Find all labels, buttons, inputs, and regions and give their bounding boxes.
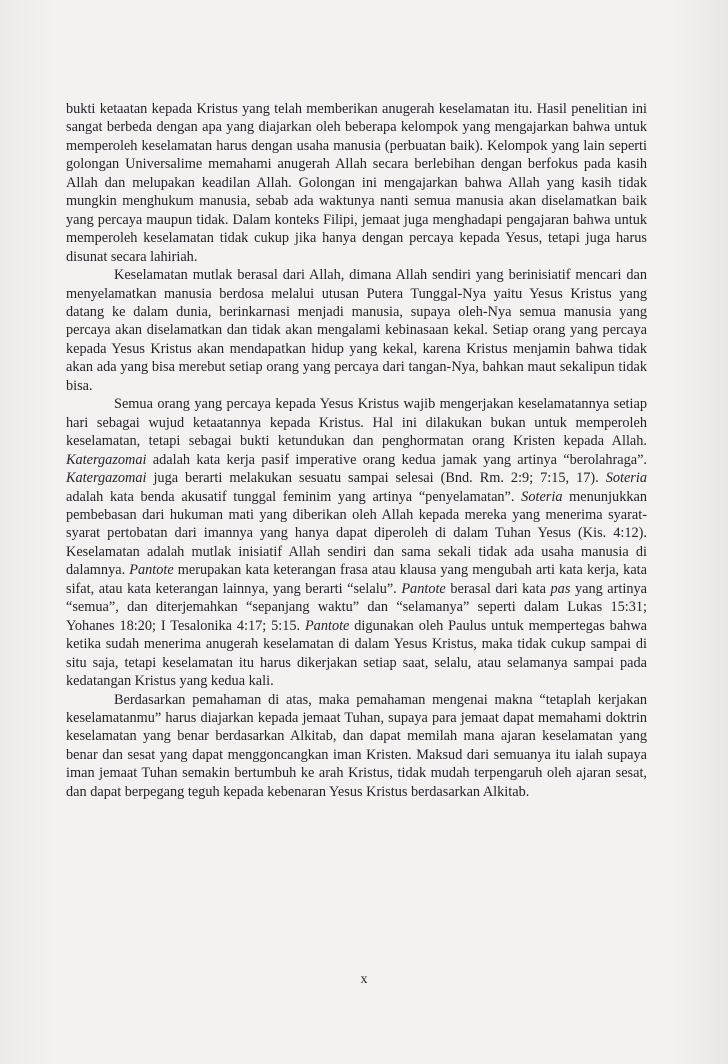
greek-term: Katergazomai: [66, 470, 147, 487]
paragraph-4: [66, 691, 647, 802]
greek-term: Soteria: [605, 470, 647, 487]
paragraph-text: Keselamatan mutlak berasal dari Allah, dimana Allah sendiri yang berinisiatif mencari dan menyelamatkan manusia berdosa melalui utusan Putera Tunggal-Nya yaitu Yesus Kristus yang datang ke dalam dunia, berinkarnasi menjadi manusia, supaya oleh-Nya semua manusia yang percaya akan diselamatkan dan tidak akan mengalami kebinasaan kekal. Setiap orang yang percaya kepada Yesus Kristus akan mendapatkan hidup yang kekal, karena Kristus menjamin bahwa tidak akan ada yang bisa merebut setiap orang yang percaya dari tangan-Nya, bahkan maut sekalipun tidak bisa.: [66, 267, 647, 394]
paragraph-2: [66, 266, 647, 395]
paragraph-text: merupakan kata keterangan frasa atau klausa yang mengubah arti kata kerja, kata sifat, atau kata keterangan lainnya, yang berarti “selalu”.: [66, 562, 647, 597]
paragraph-text: digunakan oleh Paulus untuk mempertegas bahwa ketika sudah menerima anugerah keselamatan di dalam Yesus Kristus, maka tidak cukup sampai di situ saja, tetapi keselamatan itu harus dikerjakan setiap saat, selalu, atau selamanya sampai pada kedatangan Kristus yang kedua kali.: [66, 617, 647, 690]
greek-term: pas: [550, 580, 571, 597]
paragraph-text: yang artinya “semua”, dan diterjemahkan “sepanjang waktu” dan “selamanya” seperti dalam Lukas 15:31; Yohanes 18:20; I Tesalonika 4:17; 5:15.: [66, 580, 647, 634]
paragraph-1: [66, 100, 647, 266]
paragraph-text: Semua orang yang percaya kepada Yesus Kristus wajib mengerjakan keselamatannya setiap hari sebagai wujud ketaatannya kepada Kristus. Hal ini dilakukan bukan untuk memperoleh keselamatan, tetapi sebagai bukti ketundukan dan penghormatan orang Kristen kepada Allah.: [66, 396, 647, 450]
paragraph-text: adalah kata kerja pasif imperative orang kedua jamak yang artinya “berolahraga”.: [146, 451, 647, 468]
page-number: x: [360, 972, 368, 987]
greek-term: Pantote: [129, 562, 174, 579]
paragraph-text: berasal dari kata: [445, 580, 551, 597]
body-text: [66, 100, 647, 801]
paragraph-3: [66, 395, 647, 690]
greek-term: Pantote: [401, 580, 446, 597]
paragraph-text: adalah kata benda akusatif tunggal feminim yang artinya “penyelamatan”.: [66, 488, 522, 505]
greek-term: Soteria: [521, 488, 563, 505]
paragraph-text: Berdasarkan pemahaman di atas, maka pemahaman mengenai makna “tetaplah kerjakan keselamatanmu” harus diajarkan kepada jemaat Tuhan, supaya para jemaat dapat memahami doktrin keselamatan yang benar berdasarkan Alkitab, dan dapat memilah mana ajaran keselamatan yang benar dan sesat yang dapat menggoncangkan iman Kristen. Maksud dari semuanya itu ialah supaya iman jemaat Tuhan semakin bertumbuh ke arah Kristus, tidak mudah terpengaruh oleh ajaran sesat, dan dapat berpegang teguh kepada kebenaran Yesus Kristus berdasarkan Alkitab.: [66, 691, 647, 800]
paragraph-text: juga berarti melakukan sesuatu sampai selesai (Bnd. Rm. 2:9; 7:15, 17).: [146, 470, 606, 487]
paragraph-text: bukti ketaatan kepada Kristus yang telah memberikan anugerah keselamatan itu. Hasil penelitian ini sangat berbeda dengan apa yang diajarkan oleh beberapa kelompok yang mengajarkan bahwa untuk memperoleh keselamatan harus dengan usaha manusia (perbuatan baik). Kelompok yang lain seperti golongan Universalime memahami anugerah Allah secara berlebihan dengan berfokus pada kasih Allah dan melupakan keadilan Allah. Golongan ini mengajarkan bahwa Allah yang kasih tidak mungkin menghukum manusia, sebab ada waktunya nanti semua manusia akan diselamatkan baik yang percaya maupun tidak. Dalam konteks Filipi, jemaat juga menghadapi pengajaran bahwa untuk memperoleh keselamatan tidak cukup jika hanya dengan percaya kepada Yesus, tetapi juga harus disunat secara lahiriah.: [66, 101, 647, 265]
greek-term: Katergazomai: [66, 451, 147, 468]
paragraph-text: menunjukkan pembebasan dari hukuman mati yang diberikan oleh Allah kepada mereka yang menerima syarat-syarat pertobatan dari imannya yang hanya dapat diperoleh di dalam Tuhan Yesus (Kis. 4:12). Keselamatan adalah mutlak inisiatif Allah sendiri dan sama sekali tidak ada usaha manusia di dalamnya.: [66, 488, 647, 579]
greek-term: Pantote: [304, 617, 350, 634]
